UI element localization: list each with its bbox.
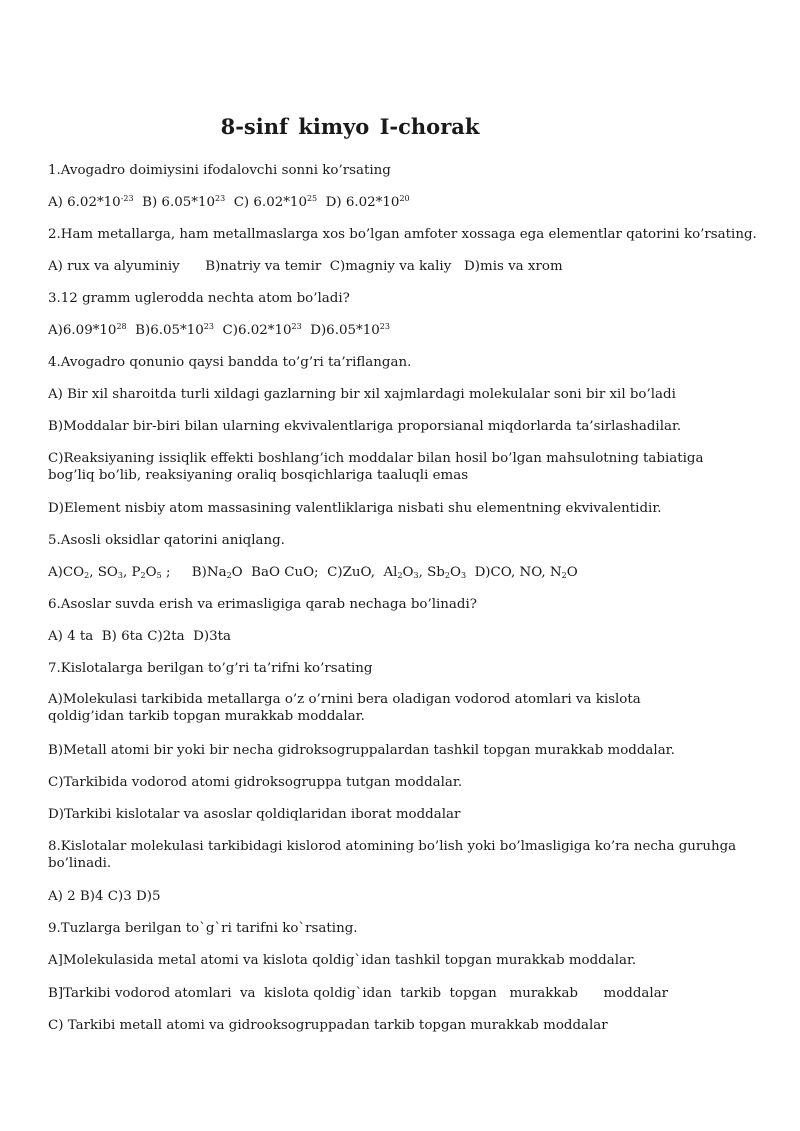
question-1-options <box>48 194 758 211</box>
question-7-text: 7.Kislotalarga berilgan to’g’ri ta’rifni ko’rsating <box>48 661 373 676</box>
question-4-text: 4.Avogadro qonunio qaysi bandda to’g’ri ta’riflangan. <box>48 355 412 370</box>
option-d: D)CO, NO, $N_2O$ <box>474 565 578 580</box>
option-a: $A)6.09*10^{28}$ <box>48 322 127 338</box>
option-b: B) $6.05*10^{23}$ <box>142 194 226 210</box>
question-1-text: 1.Avogadro doimiysini ifodalovchi sonni ko’rsating <box>48 163 391 178</box>
question-7-option-a: A)Molekulasi tarkibida metallarga o’z o’rnini bera oladigan vodorod atomlari va kislota qoldig’idan tarkib topgan murakkab moddalar. <box>48 692 641 724</box>
question-9-option-c: C) Tarkibi metall atomi va gidrooksogruppadan tarkib topgan murakkab moddalar <box>48 1018 608 1033</box>
option-b: $B)6.05*10^{23}$ <box>135 322 214 338</box>
question-7-option-d: D)Tarkibi kislotalar va asoslar qoldiqlaridan iborat moddalar <box>48 807 461 822</box>
option-d: $D)6.05*10^{23}$ <box>310 322 390 338</box>
question-3-options <box>48 322 758 339</box>
question-5-text: 5.Asosli oksidlar qatorini aniqlang. <box>48 533 285 548</box>
question-9-text: 9.Tuzlarga berilgan to`g`ri tarifni ko`rsating. <box>48 921 358 936</box>
question-6-text: 6.Asoslar suvda erish va erimasligiga qarab nechaga bo’linadi? <box>48 597 477 612</box>
question-4-option-d: D)Element nisbiy atom massasining valentliklariga nisbati shu elementning ekvivalentidir. <box>48 501 662 516</box>
question-8-text: 8.Kislotalar molekulasi tarkibidagi kislorod atomining bo’lish yoki bo’lmasligiga ko’ra necha guruhga bo’linadi. <box>48 839 737 871</box>
question-9-option-b: B]Tarkibi vodorod atomlari va kislota qoldig`idan tarkib topgan murakkab moddalar <box>48 986 669 1001</box>
question-4-option-c: C)Reaksiyaning issiqlik effekti boshlang’ich moddalar bilan hosil bo’lgan mahsulotning tabiatiga bog’liq bo’lib, reaksiyaning oraliq bosqichlariga taaluqli emas <box>48 451 704 483</box>
option-a: $A)CO_2$, $SO_3$, $P_2O_5$ ; <box>48 565 171 580</box>
option-d: D) $6.02*10^{20}$ <box>325 194 410 210</box>
question-9-option-a: A]Molekulasida metal atomi va kislota qoldig`idan tashkil topgan murakkab moddalar. <box>48 953 637 968</box>
page-title: 8-sinf kimyo I-chorak <box>220 114 480 139</box>
option-c: $C)6.02*10^{23}$ <box>222 322 302 338</box>
question-6-options: A) 4 ta B) 6ta C)2ta D)3ta <box>48 629 231 644</box>
option-c: C)ZuO, $Al_2O_3$, $Sb_2O_3$ <box>327 565 467 580</box>
question-3-text: 3.12 gramm uglerodda nechta atom bo’ladi? <box>48 291 350 306</box>
question-2-text: 2.Ham metallarga, ham metallmaslarga xos bo’lgan amfoter xossaga ega elementlar qatorini ko’rsating. <box>48 227 757 242</box>
option-c: C) $6.02*10^{25}$ <box>233 194 318 210</box>
question-4-option-b: B)Moddalar bir-biri bilan ularning ekvivalentlariga proporsianal miqdorlarda ta’sirlashadilar. <box>48 419 682 434</box>
question-7-option-b: B)Metall atomi bir yoki bir necha gidroksogruppalardan tashkil topgan murakkab moddalar. <box>48 743 675 758</box>
question-2-options: A) rux va alyuminiy B)natriy va temir C)magniy va kaliy D)mis va xrom <box>48 259 563 274</box>
option-b: $B)Na_2O$ BaO CuO; <box>191 565 319 580</box>
question-5-options <box>48 564 758 581</box>
question-4-option-a: A) Bir xil sharoitda turli xildagi gazlarning bir xil xajmlardagi molekulalar soni bir xil bo’ladi <box>48 387 676 402</box>
question-8-options: A) 2 B)4 C)3 D)5 <box>48 889 161 904</box>
question-7-option-c: C)Tarkibida vodorod atomi gidroksogruppa tutgan moddalar. <box>48 775 463 790</box>
option-a: A) $6.02*10^{-23}$ <box>48 194 134 210</box>
